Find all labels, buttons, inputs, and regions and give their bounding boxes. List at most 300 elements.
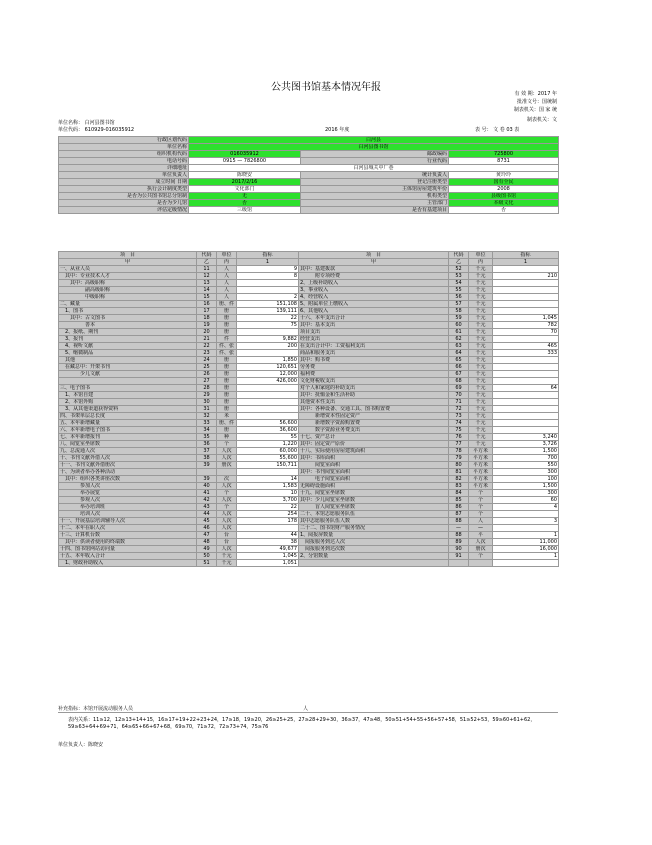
row-unit-left: 台 [217, 539, 237, 546]
row-value-left: 49,677 [237, 546, 299, 553]
row-unit-left: 件 [217, 336, 237, 343]
row-item-left: 3、报刊 [59, 336, 197, 343]
row-code-right: 75 [449, 427, 469, 434]
row-value-left [237, 280, 299, 287]
row-item-right: 劳务费 [299, 364, 449, 371]
row-value-right: 3 [493, 518, 559, 525]
row-code-left: 22 [197, 343, 217, 350]
table-row [59, 343, 559, 350]
table-row [59, 399, 559, 406]
row-code-left: 11 [197, 266, 217, 273]
idx-code-right: 乙 [449, 259, 469, 266]
info-key: 是否为少儿馆 [59, 200, 189, 207]
row-value-left: 55,600 [237, 455, 299, 462]
row-unit-right: — [469, 525, 493, 532]
row-item-left: 其中：高级职称 [59, 280, 197, 287]
row-value-right [493, 525, 559, 532]
row-value-right: 333 [493, 350, 559, 357]
row-item-right: 其中：书刊阅览室面积 [299, 469, 449, 476]
row-code-right: 79 [449, 455, 469, 462]
row-unit-right: 个 [469, 511, 493, 518]
info-key2: 统计负责人 [301, 172, 449, 179]
row-value-right: 60 [493, 497, 559, 504]
row-value-left: 3,700 [237, 497, 299, 504]
row-unit-left: 人次 [217, 448, 237, 455]
row-unit-left: 种 [217, 434, 237, 441]
row-code-right: 73 [449, 413, 469, 420]
row-unit-left: 人次 [217, 511, 237, 518]
info-row [59, 179, 559, 186]
row-item-right: 其中：书库面积 [299, 455, 449, 462]
info-row [59, 165, 559, 172]
row-unit-right: 千元 [469, 336, 493, 343]
row-item-right: 新增数字资源购置费 [299, 420, 449, 427]
row-item-right: 其中：抚恤金和生活补助 [299, 392, 449, 399]
row-item-right: 商品和服务支出 [299, 350, 449, 357]
row-code-left: 50 [197, 553, 217, 560]
info-row [59, 158, 559, 165]
row-unit-right: 千元 [469, 392, 493, 399]
table-row [59, 532, 559, 539]
row-unit-right: 千元 [469, 350, 493, 357]
table-row [59, 483, 559, 490]
table-row [59, 357, 559, 364]
row-value-right: 210 [493, 273, 559, 280]
row-unit-left: 册 [217, 357, 237, 364]
row-value-right [493, 427, 559, 434]
row-unit-left: 册 [217, 378, 237, 385]
row-code-right: 88 [449, 532, 469, 539]
row-code-left: 24 [197, 357, 217, 364]
row-item-left: 十一、书刊文献外借册次 [59, 462, 197, 469]
row-code-right: 81 [449, 469, 469, 476]
row-unit-right: 千元 [469, 357, 493, 364]
row-unit-left: 台 [217, 532, 237, 539]
row-item-right: 阅报服务到达人次 [299, 539, 449, 546]
row-unit-left: 册 [217, 322, 237, 329]
row-value-left: 22 [237, 315, 299, 322]
row-unit-right: 千元 [469, 378, 493, 385]
row-item-left: 其中：供读者使用的终端数 [59, 539, 197, 546]
table-row [59, 287, 559, 294]
row-item-left: 五、本年新增藏量 [59, 420, 197, 427]
col-item-left: 项 目 [59, 252, 197, 259]
issuer-label: 制表机关：国 家 统 [513, 107, 557, 113]
row-unit-right: 千元 [469, 315, 493, 322]
info-key2: 登记注册类型 [301, 179, 449, 186]
row-item-right: 2、分馆数量 [299, 553, 449, 560]
unit-name: 单位名称： 白河县图书馆 [58, 120, 115, 126]
row-item-left: 六、本年新增电子图书 [59, 427, 197, 434]
row-item-right: 其中：基建拨款 [299, 266, 449, 273]
year-label: 2016 年度 [325, 127, 350, 133]
idx-value-right: 1 [493, 259, 559, 266]
info-value2: 2008 [449, 186, 559, 193]
info-key: 执行会计制度类型 [59, 186, 189, 193]
table-row [59, 420, 559, 427]
idx-item-left: 甲 [59, 259, 197, 266]
row-unit-right: 平方米 [469, 476, 493, 483]
row-code-left: 35 [197, 434, 217, 441]
row-item-right: 其中：少儿阅览室坐席数 [299, 497, 449, 504]
row-item-right: 其中：购书费 [299, 357, 449, 364]
row-value-right: 782 [493, 322, 559, 329]
row-code-right: 67 [449, 371, 469, 378]
row-code-left: 12 [197, 273, 217, 280]
row-code-left: 30 [197, 399, 217, 406]
row-unit-right: 千元 [469, 294, 493, 301]
row-value-right [493, 266, 559, 273]
row-code-right: 74 [449, 420, 469, 427]
info-key2: 是否有基建项目 [301, 207, 449, 214]
row-value-left: 36,600 [237, 427, 299, 434]
table-row [59, 504, 559, 511]
row-value-left: 1,051 [237, 560, 299, 567]
row-item-left: 中级职称 [59, 294, 197, 301]
table-row [59, 427, 559, 434]
row-unit-right: 个 [469, 490, 493, 497]
unit-code: 单位代码： 610929-016035912 [58, 127, 135, 133]
row-item-right: 6、其他收入 [299, 308, 449, 315]
row-unit-left: 册 [217, 399, 237, 406]
row-value-right [493, 560, 559, 567]
table-row [59, 308, 559, 315]
row-unit-right: 千元 [469, 364, 493, 371]
row-item-left: 十四、图书馆网站访问量 [59, 546, 197, 553]
row-unit-left [217, 469, 237, 476]
row-unit-left: 人 [217, 273, 237, 280]
row-code-right: 56 [449, 294, 469, 301]
info-key: 评估定级情况 [59, 207, 189, 214]
row-value-right: 70 [493, 329, 559, 336]
row-item-left: 其中：专业技术人才 [59, 273, 197, 280]
table-row [59, 315, 559, 322]
row-value-right: 700 [493, 455, 559, 462]
row-code-right: 68 [449, 378, 469, 385]
row-code-left: 15 [197, 294, 217, 301]
table-row [59, 385, 559, 392]
row-code-right: 90 [449, 546, 469, 553]
row-unit-left: 个 [217, 490, 237, 497]
row-item-left: 少儿文献 [59, 371, 197, 378]
row-item-left: 十、为读者举办各种活动 [59, 469, 197, 476]
row-unit-left: 册 [217, 315, 237, 322]
row-code-right: 91 [449, 553, 469, 560]
row-unit-left: 人次 [217, 497, 237, 504]
row-value-left: 426,000 [237, 378, 299, 385]
validity-label: 有 效 期：2017 年 [514, 91, 557, 97]
row-code-right: 86 [449, 504, 469, 511]
row-value-right [493, 399, 559, 406]
row-unit-right: 册次 [469, 546, 493, 553]
info-key: 电话号码 [59, 158, 189, 165]
table-row [59, 525, 559, 532]
row-item-left: 其中：组织各类讲座次数 [59, 476, 197, 483]
row-code-left: 43 [197, 504, 217, 511]
row-unit-left: 个 [217, 441, 237, 448]
row-item-right: 福利费 [299, 371, 449, 378]
row-value-left: 44 [237, 532, 299, 539]
row-value-right [493, 280, 559, 287]
row-item-right: 无障碍设施面积 [299, 483, 449, 490]
row-value-left: 1,850 [237, 357, 299, 364]
row-value-right: 1,500 [493, 483, 559, 490]
table-number: 表 号： 文 卷 03 表 [475, 127, 520, 133]
info-value2: 725800 [449, 151, 559, 158]
row-unit-right: 平 [469, 532, 493, 539]
table-row [59, 364, 559, 371]
row-unit-left: 人 [217, 266, 237, 273]
row-code-left: 45 [197, 518, 217, 525]
row-code-left: 16 [197, 301, 217, 308]
row-value-right: 300 [493, 469, 559, 476]
row-item-left: 十一、开展基层培训辅导人次 [59, 518, 197, 525]
row-item-right: 对个人和家庭的补助支出 [299, 385, 449, 392]
row-unit-left: 册 [217, 427, 237, 434]
row-item-left: 参观人次 [59, 497, 197, 504]
row-value-right: 1 [493, 553, 559, 560]
row-code-right: 64 [449, 350, 469, 357]
row-value-left: 38 [237, 539, 299, 546]
table-row [59, 329, 559, 336]
table-row [59, 441, 559, 448]
row-unit-right: 千元 [469, 280, 493, 287]
row-value-left [237, 350, 299, 357]
row-code-left: 26 [197, 371, 217, 378]
info-key: 行政区划代码 [59, 137, 189, 144]
row-item-left: 1、图书 [59, 308, 197, 315]
table-row [59, 406, 559, 413]
row-code-left: 14 [197, 287, 217, 294]
row-unit-left: 个 [217, 504, 237, 511]
row-item-left: 1、本馆自建 [59, 392, 197, 399]
row-unit-left: 人次 [217, 518, 237, 525]
info-value: 文化部门 [189, 186, 301, 193]
row-code-left: 49 [197, 546, 217, 553]
row-code-right: 82 [449, 476, 469, 483]
row-code-left: 33 [197, 420, 217, 427]
row-unit-left: 册 [217, 371, 237, 378]
row-unit-right: 人 [469, 518, 493, 525]
row-code-right: 77 [449, 441, 469, 448]
row-unit-right: 平方米 [469, 469, 493, 476]
col-value-right: 指标 [493, 252, 559, 259]
info-key2: 主体馆房屋建筑年份 [301, 186, 449, 193]
row-unit-right: 千元 [469, 413, 493, 420]
row-code-left: 36 [197, 441, 217, 448]
row-unit-right: 千元 [469, 441, 493, 448]
row-code-right: 55 [449, 287, 469, 294]
table-row [59, 378, 559, 385]
row-value-left: 12,000 [237, 371, 299, 378]
row-code-right: 85 [449, 497, 469, 504]
info-value2: 否 [449, 207, 559, 214]
col-code-right: 代码 [449, 252, 469, 259]
row-value-left: 1,220 [237, 441, 299, 448]
footer-note: 补充指标：本馆开展流动服务人员 [58, 706, 134, 712]
row-unit-right: 千元 [469, 287, 493, 294]
row-item-right: 阅览室面积 [299, 462, 449, 469]
table-row [59, 448, 559, 455]
table-row [59, 266, 559, 273]
row-item-right: 项目支出 [299, 329, 449, 336]
row-unit-right: 千元 [469, 301, 493, 308]
row-value-left [237, 469, 299, 476]
table-row [59, 560, 559, 567]
row-code-left: 28 [197, 385, 217, 392]
row-item-left: 举办培训班 [59, 504, 197, 511]
row-value-left: 139,111 [237, 308, 299, 315]
row-value-left: 56,600 [237, 420, 299, 427]
footer-unit: 人 [303, 706, 309, 712]
row-unit-right: 千元 [469, 329, 493, 336]
row-unit-left: 件、张 [217, 350, 237, 357]
row-value-right [493, 357, 559, 364]
row-code-left: 39 [197, 476, 217, 483]
row-value-left: 8 [237, 273, 299, 280]
row-code-right: 84 [449, 490, 469, 497]
row-value-right: 3,240 [493, 434, 559, 441]
info-value: 白河县城关中厂巷 [189, 165, 559, 172]
row-code-left: 13 [197, 280, 217, 287]
row-unit-right: 千元 [469, 434, 493, 441]
table-row [59, 350, 559, 357]
info-row [59, 137, 559, 144]
row-value-right: 465 [493, 343, 559, 350]
info-value: 无 [189, 193, 301, 200]
table-row [59, 280, 559, 287]
row-value-left [237, 287, 299, 294]
row-item-right: 二十二、图书馆财产服务情况 [299, 525, 449, 532]
info-key: 是否为公共图书馆总分馆制 [59, 193, 189, 200]
row-code-right: 52 [449, 266, 469, 273]
row-value-left [237, 413, 299, 420]
row-unit-right: 千元 [469, 427, 493, 434]
footer [58, 705, 558, 731]
row-unit-right: 个 [469, 553, 493, 560]
row-value-left: 120,651 [237, 364, 299, 371]
col-code-left: 代码 [197, 252, 217, 259]
info-key: 单位名称 [59, 144, 189, 151]
row-value-right: 300 [493, 490, 559, 497]
row-unit-left: 册 [217, 329, 237, 336]
row-unit-right [469, 560, 493, 567]
idx-code-left: 乙 [197, 259, 217, 266]
row-item-left: 二、藏量 [59, 301, 197, 308]
row-code-right [449, 560, 469, 567]
row-value-right [493, 420, 559, 427]
row-unit-right: 千元 [469, 406, 493, 413]
row-code-right: 65 [449, 357, 469, 364]
table-row [59, 553, 559, 560]
row-value-left: 254 [237, 511, 299, 518]
table-row [59, 546, 559, 553]
table-row [59, 371, 559, 378]
info-value: 2017/2/16 [189, 179, 301, 186]
info-value: 白河县 [189, 137, 559, 144]
row-unit-left: 册、件 [217, 420, 237, 427]
row-item-right: 4、经营收入 [299, 294, 449, 301]
row-item-right: 盲人阅览室坐席数 [299, 504, 449, 511]
row-unit-left: 人次 [217, 546, 237, 553]
row-value-left: 1,045 [237, 553, 299, 560]
table-row [59, 336, 559, 343]
table-row [59, 413, 559, 420]
row-unit-left: 件、张 [217, 343, 237, 350]
row-item-left: 十、书刊文献外借人次 [59, 455, 197, 462]
row-value-left [237, 399, 299, 406]
main-table [58, 251, 559, 567]
row-value-left: 10 [237, 490, 299, 497]
row-code-right: 66 [449, 364, 469, 371]
row-unit-right: 个 [469, 504, 493, 511]
row-code-right: 59 [449, 315, 469, 322]
row-unit-left: 人次 [217, 455, 237, 462]
col-unit-left: 单位 [217, 252, 237, 259]
row-item-right [299, 560, 449, 567]
row-unit-right: 千元 [469, 308, 493, 315]
row-unit-right: 平方米 [469, 448, 493, 455]
row-item-left: 副高级职称 [59, 287, 197, 294]
row-unit-right: 千元 [469, 399, 493, 406]
row-item-right: 十八、实际使用房屋建筑面积 [299, 448, 449, 455]
row-value-right: 1,045 [493, 315, 559, 322]
row-code-right: 63 [449, 343, 469, 350]
row-code-right: 76 [449, 434, 469, 441]
info-row [59, 144, 559, 151]
row-code-left: 23 [197, 350, 217, 357]
row-item-left: 5、缩微制品 [59, 350, 197, 357]
row-item-left: 一、从业人员 [59, 266, 197, 273]
row-code-right: 87 [449, 511, 469, 518]
row-value-left: 2 [237, 294, 299, 301]
row-item-left: 4、视听文献 [59, 343, 197, 350]
row-code-left: 47 [197, 532, 217, 539]
signature: 单位负责人：陈晓安 [58, 742, 104, 748]
row-item-right: 其中：固定资产原价 [299, 441, 449, 448]
row-value-left [237, 329, 299, 336]
row-code-left: 37 [197, 448, 217, 455]
row-value-right: 4 [493, 504, 559, 511]
info-row [59, 186, 559, 193]
row-value-right [493, 308, 559, 315]
row-item-left: 培训人次 [59, 511, 197, 518]
index-row [59, 259, 559, 266]
row-unit-right: 个 [469, 497, 493, 504]
issuer2-label: 制表机关：文 [526, 117, 557, 123]
row-item-right: 文化财税收支出 [299, 378, 449, 385]
table-row [59, 497, 559, 504]
row-item-left: 3、从其他渠道获得资料 [59, 406, 197, 413]
row-code-left: 17 [197, 308, 217, 315]
row-item-left: 其中：古文图书 [59, 315, 197, 322]
row-value-right [493, 392, 559, 399]
row-item-left: 三、电子图书 [59, 385, 197, 392]
row-value-left [237, 385, 299, 392]
info-row [59, 200, 559, 207]
row-unit-right: 千元 [469, 420, 493, 427]
row-item-right: 经营支出 [299, 336, 449, 343]
row-code-left: 41 [197, 490, 217, 497]
row-code-left: 48 [197, 539, 217, 546]
row-code-left: 19 [197, 322, 217, 329]
row-item-left: 其他 [59, 357, 197, 364]
table-row [59, 511, 559, 518]
row-unit-left: 册 [217, 385, 237, 392]
row-unit-left: 册次 [217, 462, 237, 469]
row-value-left [237, 406, 299, 413]
row-item-right: 2、上级补助收入 [299, 280, 449, 287]
